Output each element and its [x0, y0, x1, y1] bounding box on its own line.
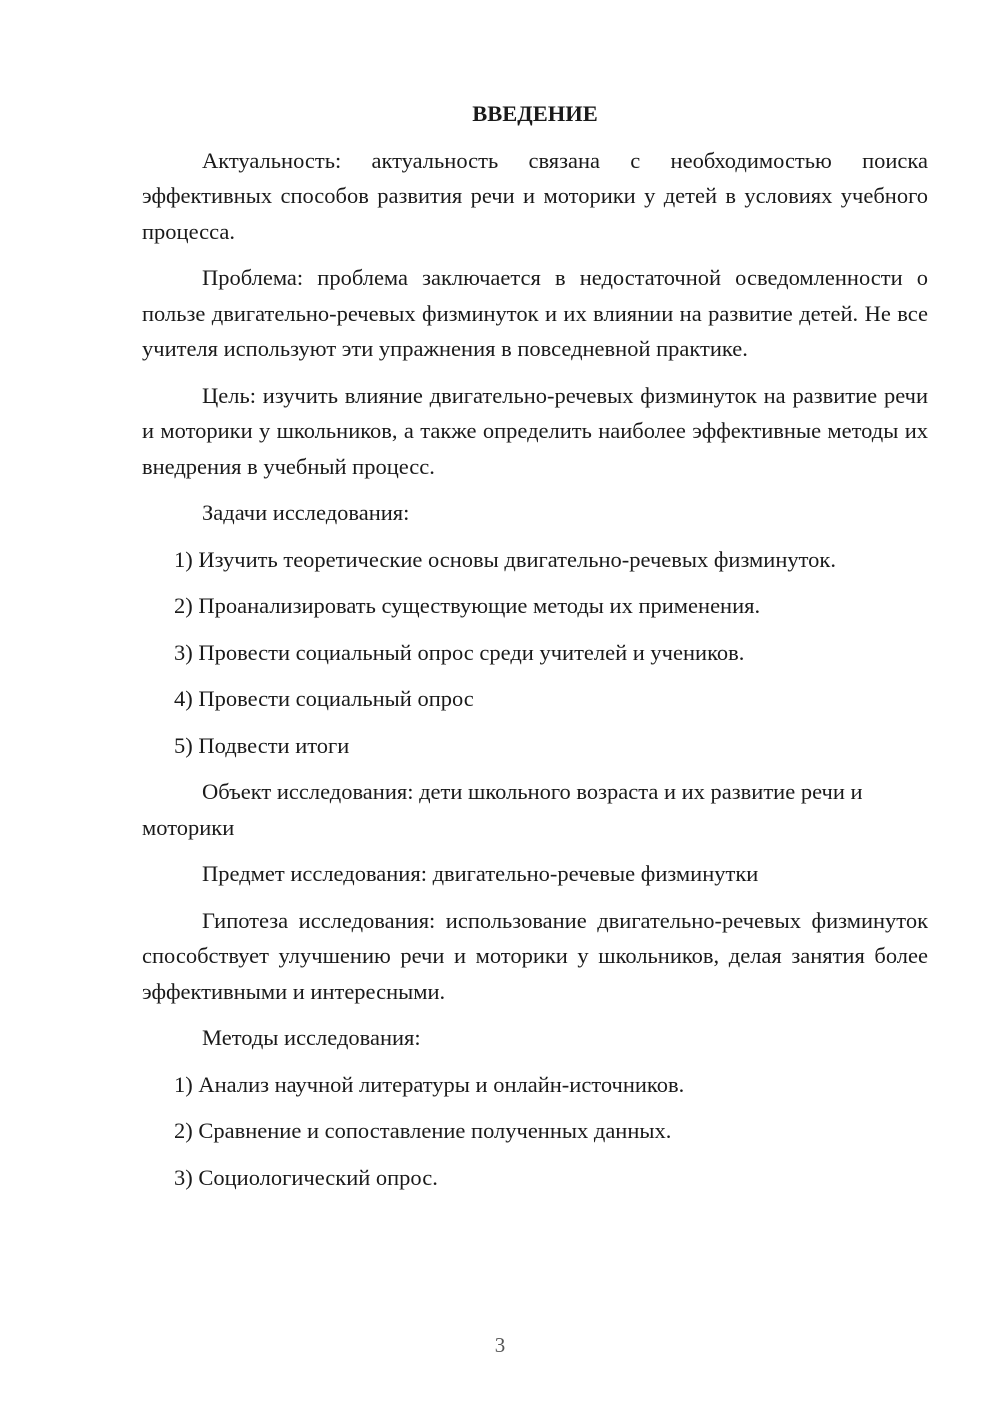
- page-number: 3: [494, 1333, 506, 1357]
- method-item-3: 3) Социологический опрос.: [174, 1164, 438, 1190]
- problem-paragraph: Проблема: проблема заключается в недостаточной осведомленности о пользе двигательно-речевых физминуток и их влиянии на развитие детей. Не все учителя используют эти упражнения в повседневной практике.: [142, 265, 928, 361]
- page-content: [142, 96, 928, 1206]
- hypothesis-paragraph: Гипотеза исследования: использование двигательно-речевых физминуток способствует улучшению речи и моторики у школьников, делая занятия более эффективными и интересными.: [142, 907, 928, 1004]
- section-title: ВВЕДЕНИЕ: [472, 101, 598, 126]
- subject-paragraph: Предмет исследования: двигательно-речевые физминутки: [202, 861, 759, 886]
- methods-heading: Методы исследования:: [202, 1025, 421, 1050]
- task-item-4: 4) Провести социальный опрос: [174, 686, 474, 711]
- goal-paragraph: Цель: изучить влияние двигательно-речевых физминуток на развитие речи и моторики у школьников, а также определить наиболее эффективные методы их внедрения в учебный процесс.: [142, 382, 928, 479]
- actuality-paragraph: Актуальность: актуальность связана с необходимостью поиска эффективных способов развития речи и моторики у детей в условиях учебного процесса.: [142, 147, 928, 244]
- task-item-2: 2) Проанализировать существующие методы их применения.: [174, 593, 761, 618]
- task-item-5: 5) Подвести итоги: [174, 732, 350, 758]
- tasks-heading: Задачи исследования:: [202, 500, 410, 525]
- method-item-1: 1) Анализ научной литературы и онлайн-источников.: [174, 1071, 685, 1097]
- task-item-3: 3) Провести социальный опрос среди учителей и учеников.: [174, 639, 745, 665]
- method-item-2: 2) Сравнение и сопоставление полученных данных.: [174, 1118, 672, 1143]
- task-item-1: 1) Изучить теоретические основы двигательно-речевых физминуток.: [174, 546, 836, 572]
- object-paragraph: Объект исследования: дети школьного возраста и их развитие речи и моторики: [142, 779, 863, 840]
